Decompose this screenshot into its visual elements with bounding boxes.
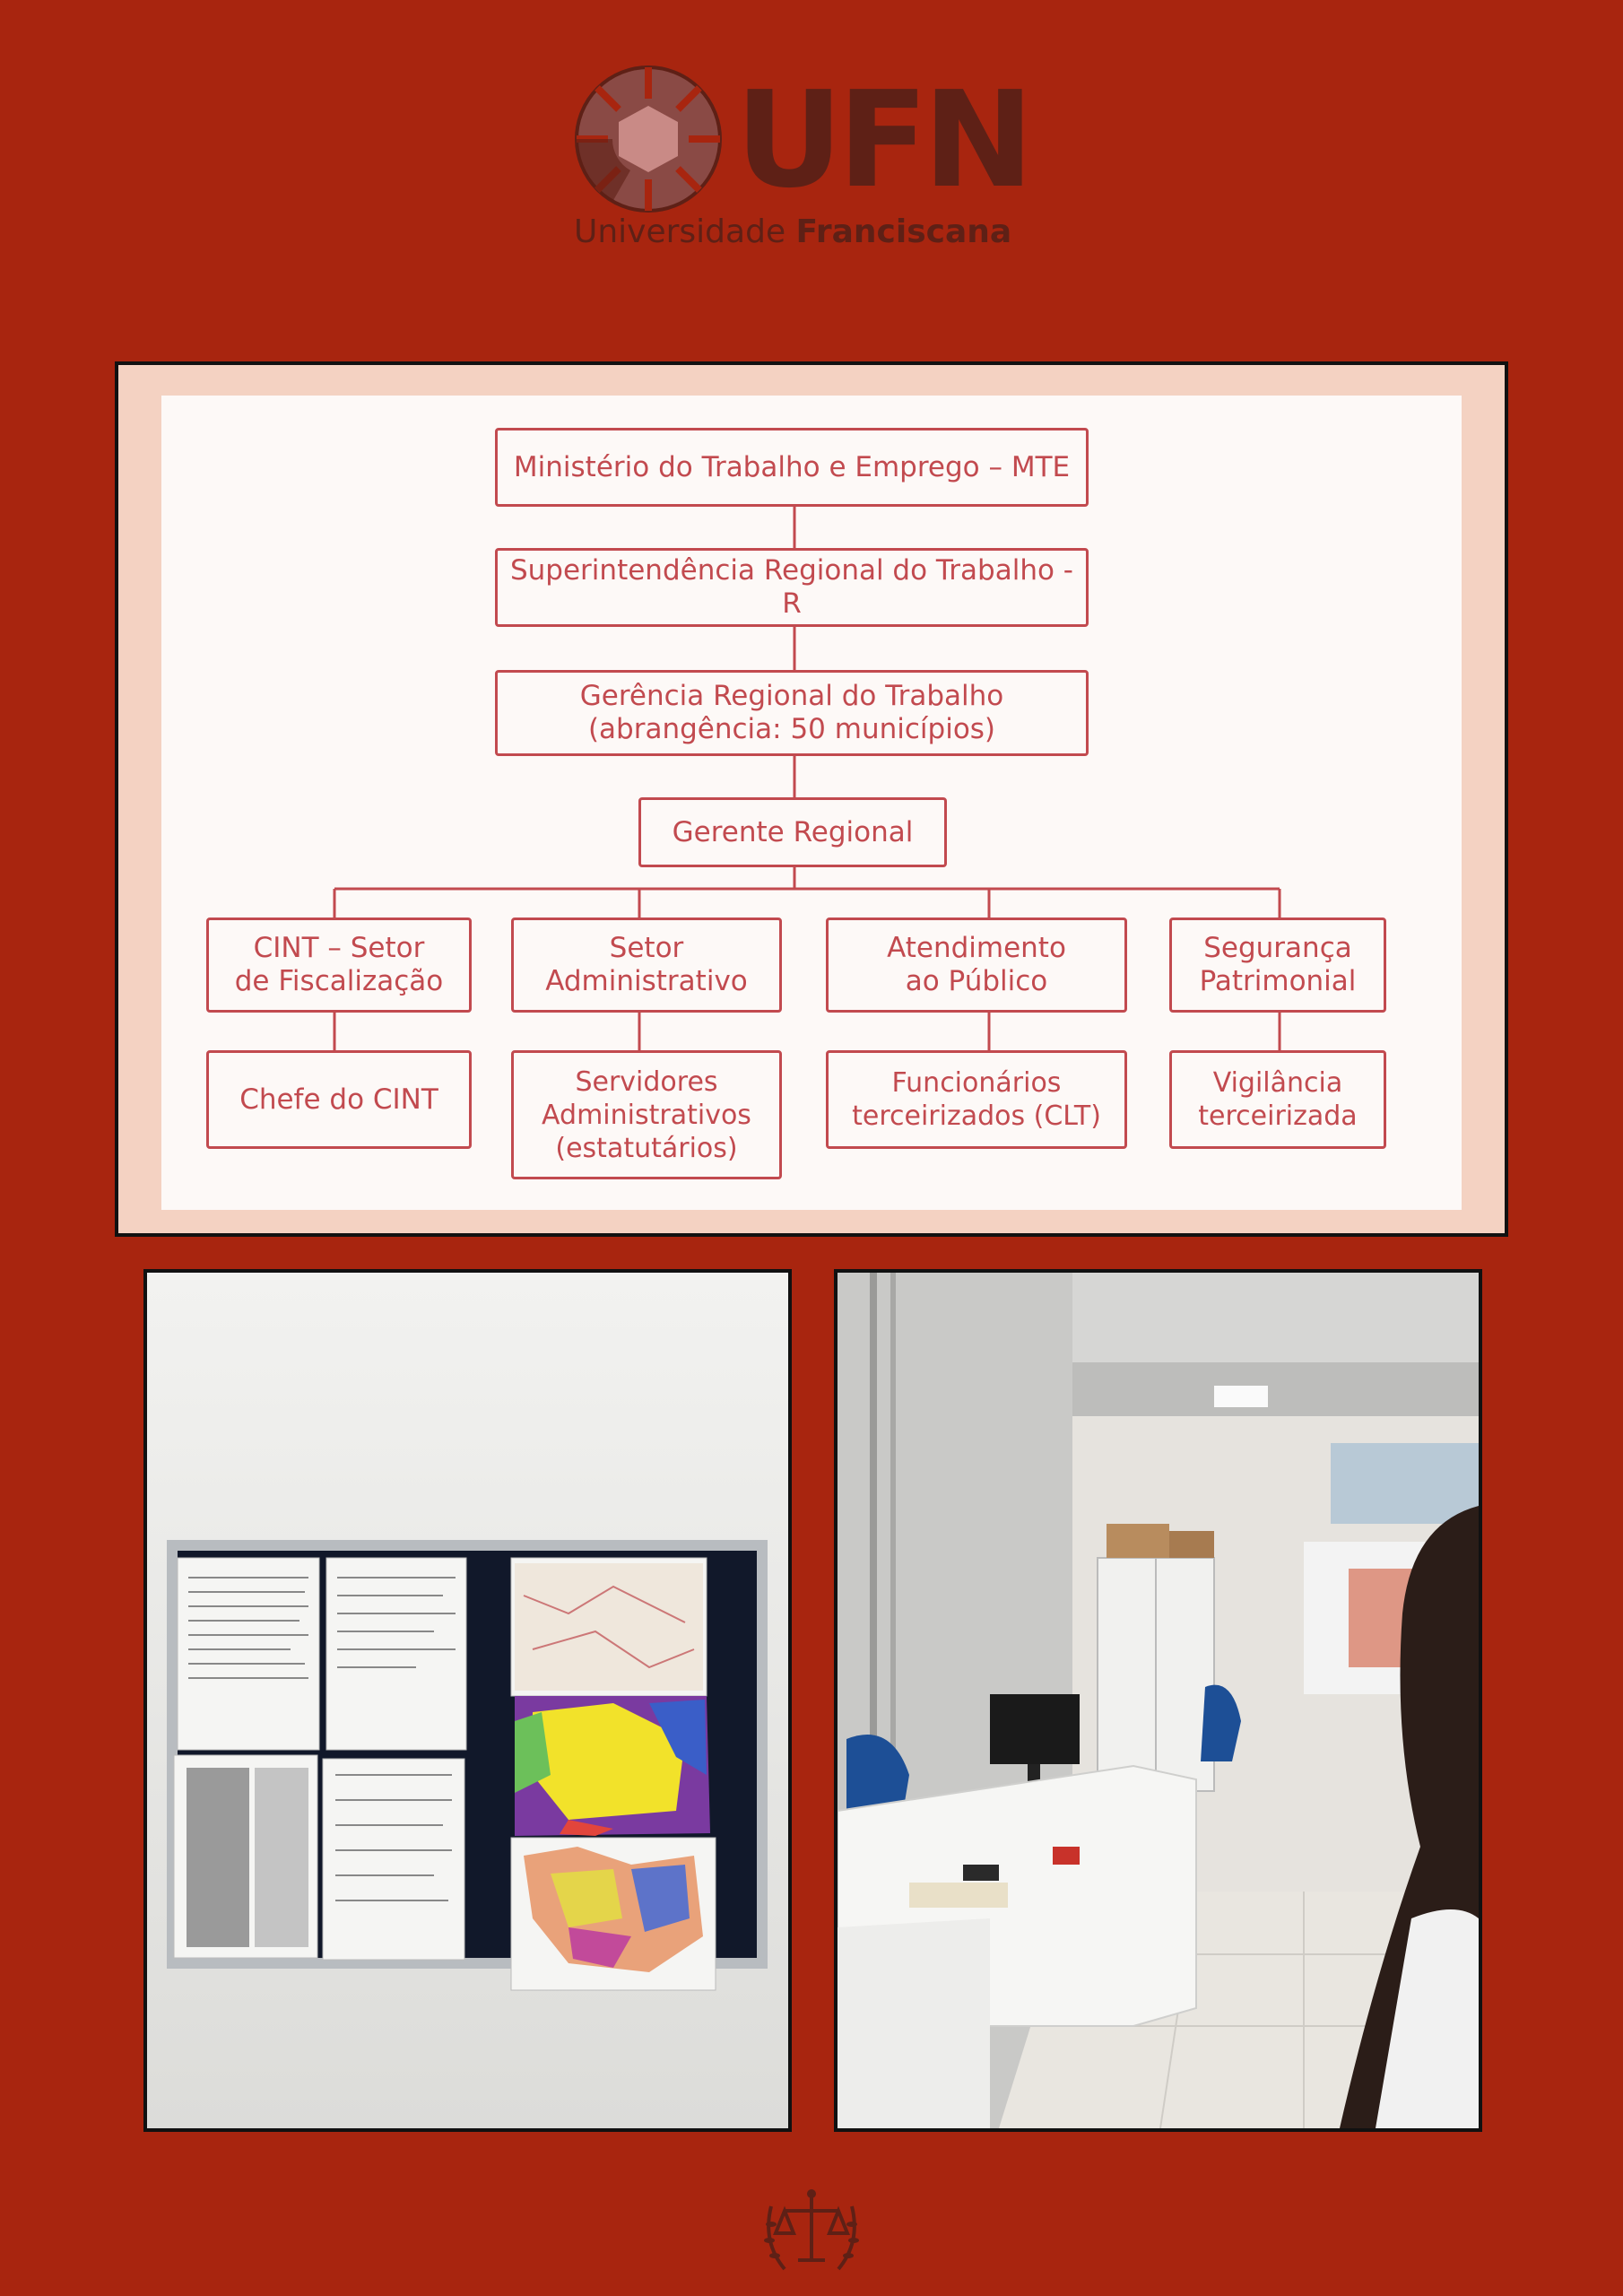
node-superintendencia: Superintendência Regional do Trabalho - R [495, 548, 1089, 627]
org-chart-frame [115, 361, 1508, 1237]
office-room-illustration [838, 1273, 1479, 2128]
node-gerente-regional: Gerente Regional [638, 797, 947, 867]
logo-wordmark: UFN [735, 63, 1029, 217]
logo-subtitle [574, 213, 1011, 250]
node-funcionarios-terceirizados: Funcionários terceirizados (CLT) [826, 1050, 1127, 1149]
node-sector-cint: CINT – Setor de Fiscalização [206, 918, 472, 1013]
office-room-photo [834, 1269, 1482, 2132]
scales-of-justice-laurel-icon [753, 2170, 870, 2287]
node-gerencia-regional: Gerência Regional do Trabalho (abrangência: 50 municípios) [495, 670, 1089, 756]
node-sector-atendimento: Atendimento ao Público [826, 918, 1127, 1013]
node-vigilancia-terceirizada: Vigilância terceirizada [1169, 1050, 1386, 1149]
node-ministerio: Ministério do Trabalho e Emprego – MTE [495, 428, 1089, 507]
node-servidores-administrativos: Servidores Administrativos (estatutários) [511, 1050, 782, 1179]
bulletin-board-illustration [147, 1273, 788, 2128]
node-chefe-cint: Chefe do CINT [206, 1050, 472, 1149]
ufn-emblem-icon [572, 63, 725, 215]
logo-subtitle-bold: Franciscana [795, 213, 1012, 250]
node-sector-administrativo: Setor Administrativo [511, 918, 782, 1013]
org-chart [161, 396, 1462, 1210]
logo-subtitle-light: Universidade [574, 213, 786, 250]
bulletin-board-photo [143, 1269, 792, 2132]
ufn-logo [556, 54, 1058, 260]
node-sector-seguranca: Segurança Patrimonial [1169, 918, 1386, 1013]
